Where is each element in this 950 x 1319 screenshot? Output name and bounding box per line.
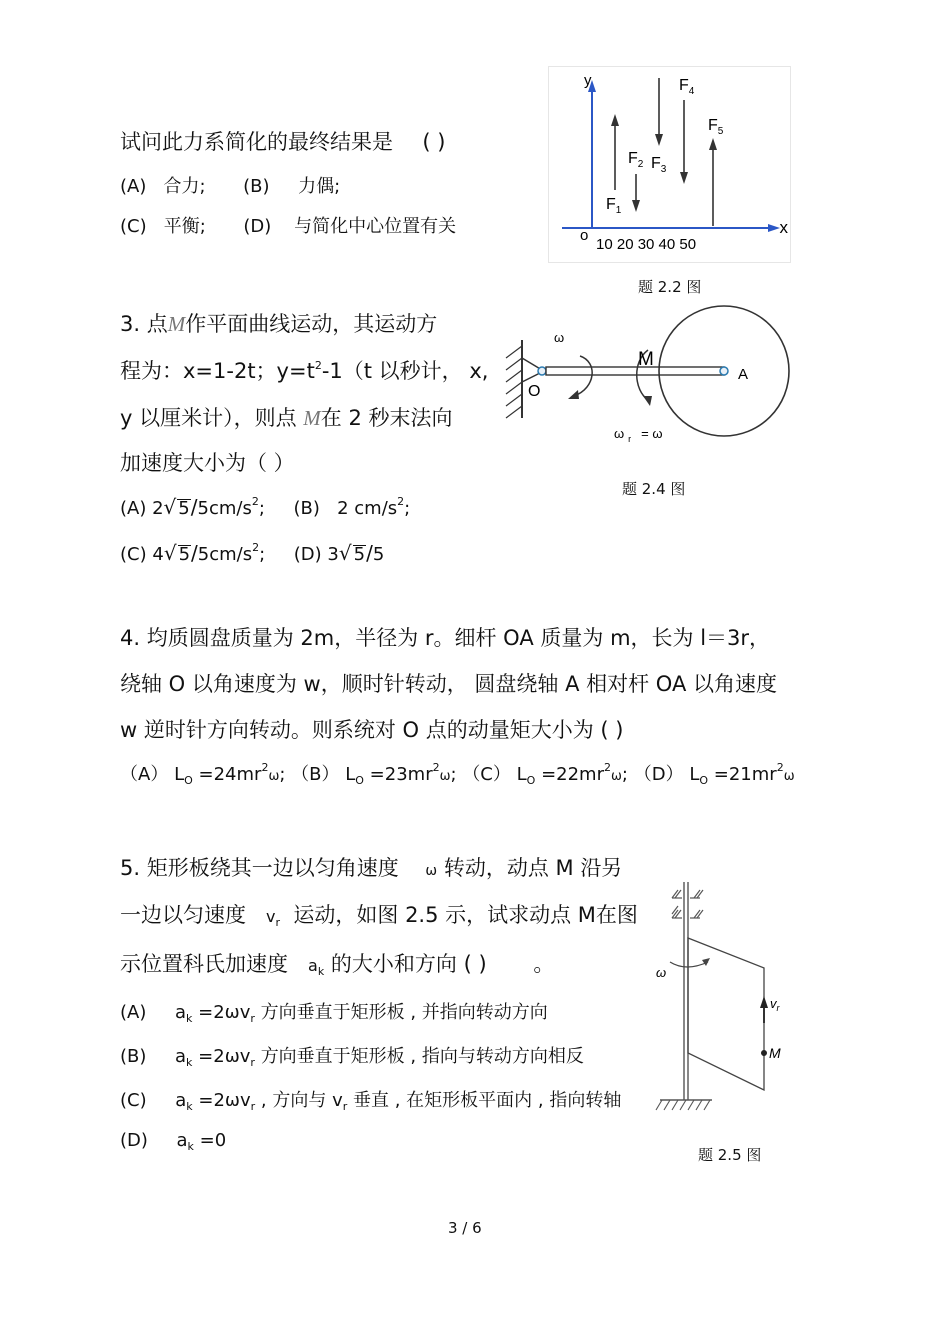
figure-2-5 <box>650 878 790 1128</box>
a-label: A <box>738 366 749 383</box>
figure-2-5-caption: 题 2.5 图 <box>698 1146 762 1164</box>
force-f3-arrow-icon <box>655 134 663 146</box>
y-axis-label: y <box>584 72 592 89</box>
origin-label: o <box>580 227 589 244</box>
figure-2-2-caption: 题 2.2 图 <box>638 278 702 296</box>
x-tick-labels: 10 20 30 40 50 <box>596 236 697 253</box>
q4-line1: 4. 均质圆盘质量为 2m，半径为 r。细杆 OA 质量为 m，长为 l＝3r， <box>120 626 771 650</box>
x-axis-arrow-icon <box>768 224 780 232</box>
q4-line2: 绕轴 O 以角速度为 w，顺时针转动， 圆盘绕轴 A 相对杆 OA 以角速度 <box>120 672 777 696</box>
q5-option-b: (B) $a_k =2\omega v_r$ 方向垂直于矩形板 , 指向与转动方向相反 <box>120 1046 584 1069</box>
force-f5-label: $F_5$ <box>708 117 724 137</box>
vr-label: $v_r$ <box>770 996 780 1013</box>
force-f4-label: $F_4$ <box>679 77 695 97</box>
figure-2-4-caption: 题 2.4 图 <box>622 480 686 498</box>
figure-2-2 <box>548 66 792 266</box>
m-label: M <box>769 1045 781 1061</box>
q3-options-row2: (C) 4√ $5/5cm/s^2$; (D) 3√ 5/5 <box>120 541 385 565</box>
q3-line2: 程为：x=1-2t；$y=t^2-1(t$ 以秒计， x, <box>120 359 489 383</box>
pivot-a <box>720 367 728 375</box>
force-f2-label: $F_2$ <box>628 150 644 170</box>
sqrt-icon: √ <box>163 541 177 565</box>
point-m <box>761 1050 767 1056</box>
sqrt-icon: √ <box>338 541 352 565</box>
force-f4-arrow-icon <box>680 172 688 184</box>
omega-arrow-icon <box>702 958 710 966</box>
omega-label: ω <box>656 965 667 980</box>
omega-r-label: ω $_r$ = ω <box>614 426 663 444</box>
q4-option-b: （B） $L_O =23mr^2\omega$; <box>291 761 457 787</box>
omega-arrow-curve <box>574 356 592 396</box>
force-f3-label: $F_3$ <box>651 155 667 175</box>
q2-options-row2: (C) 平衡; (D) 与简化中心位置有关 <box>120 216 457 237</box>
q2-stem: 试问此力系简化的最终结果是 ( ) <box>120 130 446 154</box>
pivot-o <box>538 367 546 375</box>
q5-option-c: (C) $a_k =2\omega v_r$ , 方向与 $v_r$ 垂直 , 在矩形板平面内 , 指向转轴 <box>120 1090 622 1113</box>
q3-line1: 3. 点M作平面曲线运动，其运动方 <box>120 312 438 336</box>
q5-line1: 5. 矩形板绕其一边以匀角速度 ω 转动，动点 M 沿另 <box>120 856 623 880</box>
q4-options <box>120 760 795 786</box>
o-label: O <box>528 383 541 400</box>
sqrt-icon: √ <box>163 495 177 519</box>
q5-option-a: (A) $a_k =2\omega v_r$ 方向垂直于矩形板 , 并指向转动方向 <box>120 1002 548 1025</box>
q5-option-d: (D) $a_k =0$ <box>120 1130 227 1153</box>
force-f1-arrow-icon <box>611 114 619 126</box>
figure-2-4 <box>498 300 798 450</box>
q4-line3: w 逆时针方向转动。则系统对 O 点的动量矩大小为 ( ) <box>120 718 624 742</box>
rod-oa <box>546 367 724 375</box>
vr-arrow-icon <box>760 996 768 1008</box>
q4-option-a: （A） $L_O =24mr^2\omega$; <box>120 761 286 787</box>
x-axis-label: x <box>779 218 788 237</box>
page-number: 3 / 6 <box>448 1219 482 1237</box>
q3-line4: 加速度大小为（ ） <box>120 451 295 475</box>
q5-line3: 示位置科氏加速度 $a_k$ 的大小和方向 ( ) 。 <box>120 952 555 978</box>
omega-arrow-curve <box>670 962 708 967</box>
q3-line3: y 以厘米计），则点 M在 2 秒末法向 <box>120 406 453 430</box>
omega-label: ω <box>554 330 565 345</box>
q4-option-c: （C） $L_O =22mr^2\omega$; <box>462 761 628 787</box>
q2-options-row1: (A) 合力; (B) 力偶; <box>120 176 341 197</box>
q3-options-row1: (A) 2√ $5/5cm/s^2$; (B) 2 $cm/s^2$; <box>120 495 411 519</box>
omega-arrow-icon <box>568 390 579 399</box>
force-f2-arrow-icon <box>632 200 640 212</box>
q4-option-d: （D） $L_O =21mr^2\omega$ <box>633 761 795 787</box>
m-label: M <box>638 349 654 370</box>
omega-r-arrow-icon <box>643 396 652 406</box>
ground-hatch <box>656 1100 710 1110</box>
q5-line2: 一边以匀速度 $v_r$ 运动，如图 2.5 示，试求动点 M在图 <box>120 903 638 929</box>
wall-hatch <box>506 346 522 418</box>
force-f1-label: $F_1$ <box>606 196 622 216</box>
force-f5-arrow-icon <box>709 138 717 150</box>
rectangular-plate <box>688 938 764 1090</box>
